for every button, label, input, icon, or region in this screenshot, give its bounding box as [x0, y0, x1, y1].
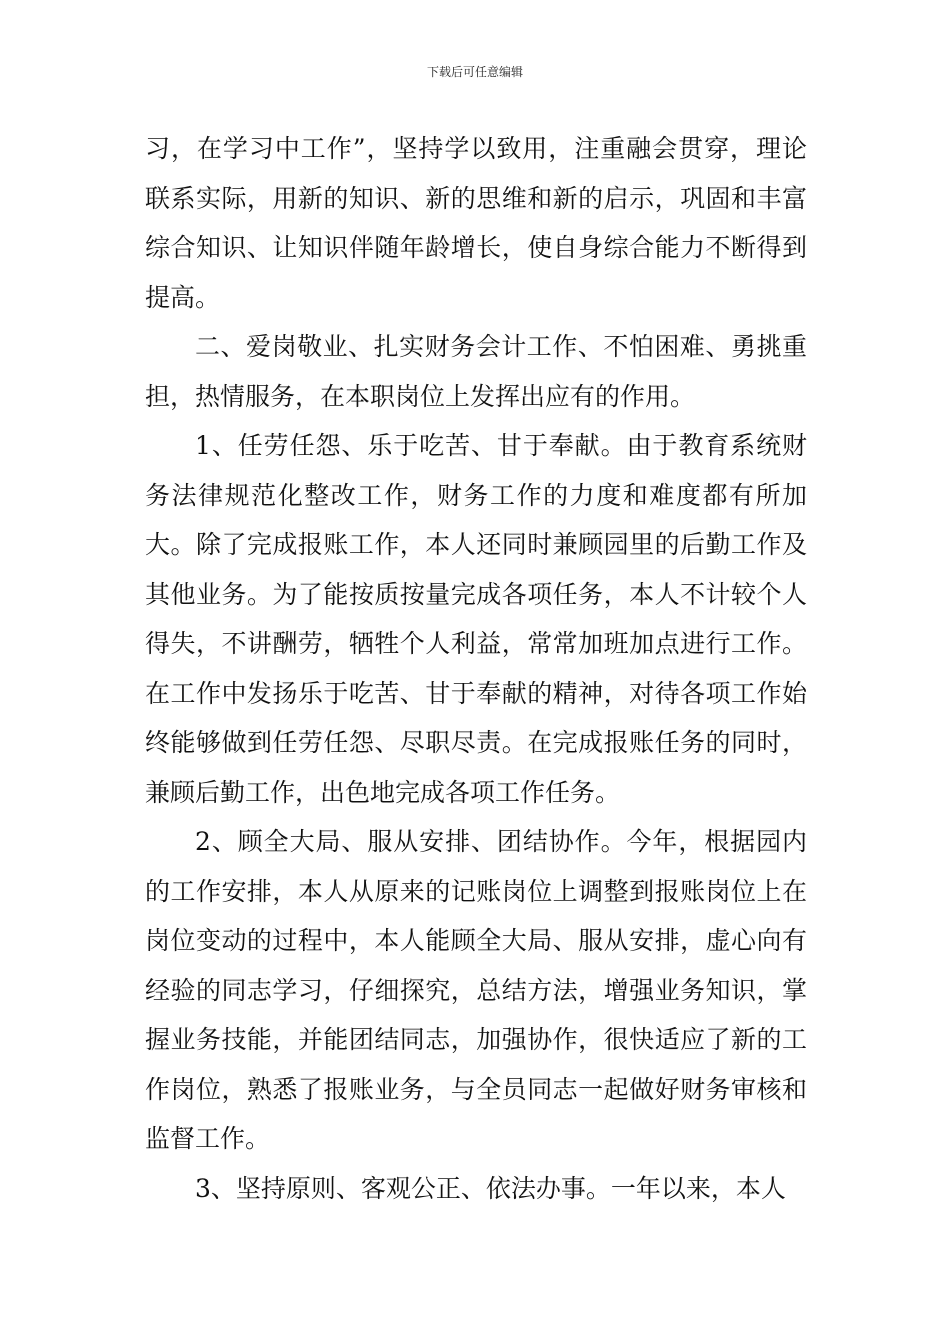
paragraph-2: 二、爱岗敬业、扎实财务会计工作、不怕困难、勇挑重担，热情服务，在本职岗位上发挥出应有的作用。 [145, 332, 807, 411]
paragraph-5: 3、坚持原则、客观公正、依法办事。一年以来，本人 [195, 1173, 786, 1203]
page-header: 下载后可任意编辑 [426, 65, 523, 79]
document-body [145, 124, 807, 1213]
paragraph-4: 2、顾全大局、服从安排、团结协作。今年，根据园内的工作安排，本人从原来的记账岗位上调整到报账岗位上在岗位变动的过程中，本人能顾全大局、服从安排，虚心向有经验的同志学习，仔细探究，总结方法，增强业务知识，掌握业务技能，并能团结同志，加强协作，很快适应了新的工作岗位，熟悉了报账业务，与全员同志一起做好财务审核和监督工作。 [145, 827, 807, 1153]
paragraph-3: 1、任劳任怨、乐于吃苦、甘于奉献。由于教育系统财务法律规范化整改工作，财务工作的力度和难度都有所加大。除了完成报账工作，本人还同时兼顾园里的后勤工作及其他业务。为了能按质按量完成各项任务，本人不计较个人得失，不讲酬劳，牺牲个人利益，常常加班加点进行工作。在工作中发扬乐于吃苦、甘于奉献的精神，对待各项工作始终能够做到任劳任怨、尽职尽责。在完成报账任务的同时，兼顾后勤工作，出色地完成各项工作任务。 [145, 431, 807, 807]
paragraph-1: 习，在学习中工作”，坚持学以致用，注重融会贯穿，理论联系实际，用新的知识、新的思维和新的启示，巩固和丰富综合知识、让知识伴随年龄增长，使自身综合能力不断得到提高。 [145, 134, 807, 312]
